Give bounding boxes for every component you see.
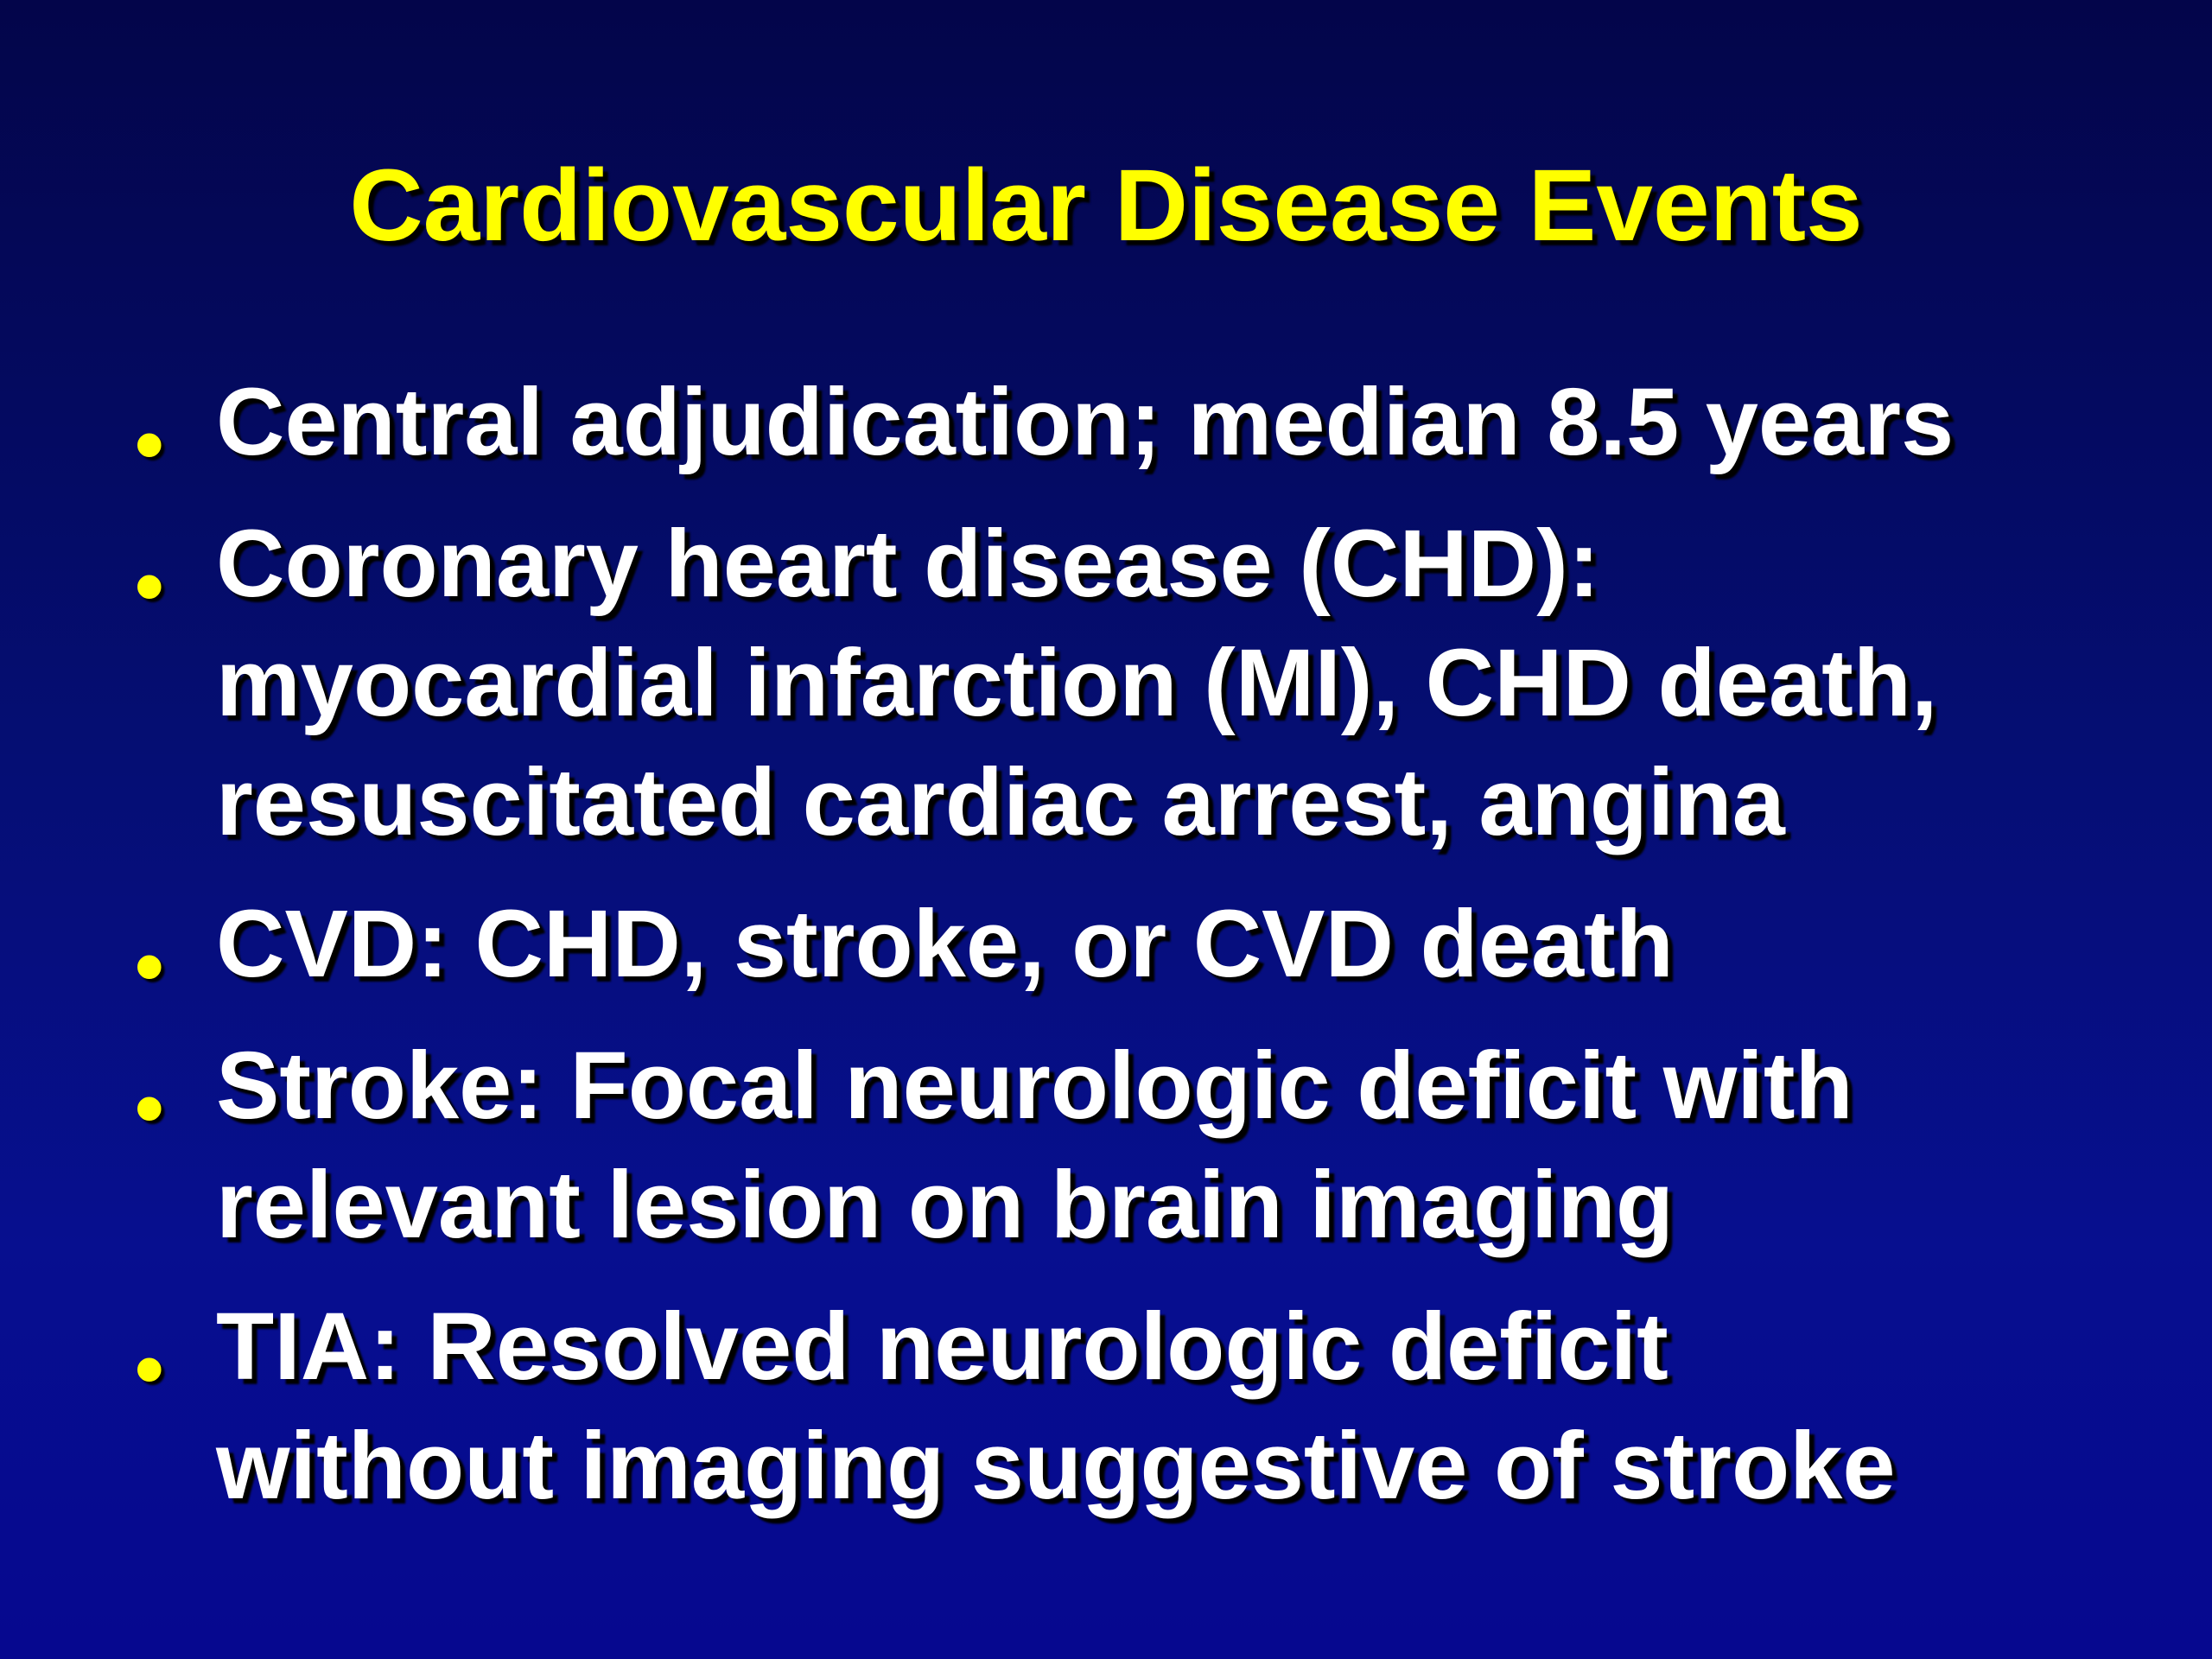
bullet-item — [0, 505, 2212, 862]
bullet-item — [0, 1287, 2212, 1526]
bullet-dot: • — [135, 540, 164, 632]
bullet-dot: • — [135, 398, 164, 491]
bullet-line: without imaging suggestive of stroke — [216, 1413, 1896, 1519]
slide-title: Cardiovascular Disease Events — [349, 149, 1863, 263]
bullet-line: TIA: Resolved neurologic deficit — [216, 1294, 1669, 1400]
bullet-item — [0, 1027, 2212, 1265]
bullet-line: resuscitated cardiac arrest, angina — [216, 749, 1785, 855]
bullet-text — [216, 505, 2117, 862]
bullet-line: myocardial infarction (MI), CHD death, — [216, 630, 1938, 736]
bullet-text — [216, 363, 2117, 482]
bullet-text — [216, 885, 2117, 1004]
bullet-dot: • — [135, 1323, 164, 1415]
bullet-line: relevant lesion on brain imaging — [216, 1152, 1675, 1258]
bullet-text — [216, 1287, 2117, 1526]
bullet-text — [216, 1027, 2117, 1265]
bullet-dot: • — [135, 1062, 164, 1154]
bullet-line: Stroke: Focal neurologic deficit with — [216, 1033, 1853, 1139]
bullet-line: Central adjudication; median 8.5 years — [216, 369, 1955, 475]
bullet-item — [0, 885, 2212, 1013]
bullet-item — [0, 363, 2212, 491]
bullet-list — [0, 363, 2212, 1548]
bullet-line: Coronary heart disease (CHD): — [216, 511, 1600, 617]
bullet-line: CVD: CHD, stroke, or CVD death — [216, 891, 1674, 997]
bullet-dot: • — [135, 920, 164, 1013]
